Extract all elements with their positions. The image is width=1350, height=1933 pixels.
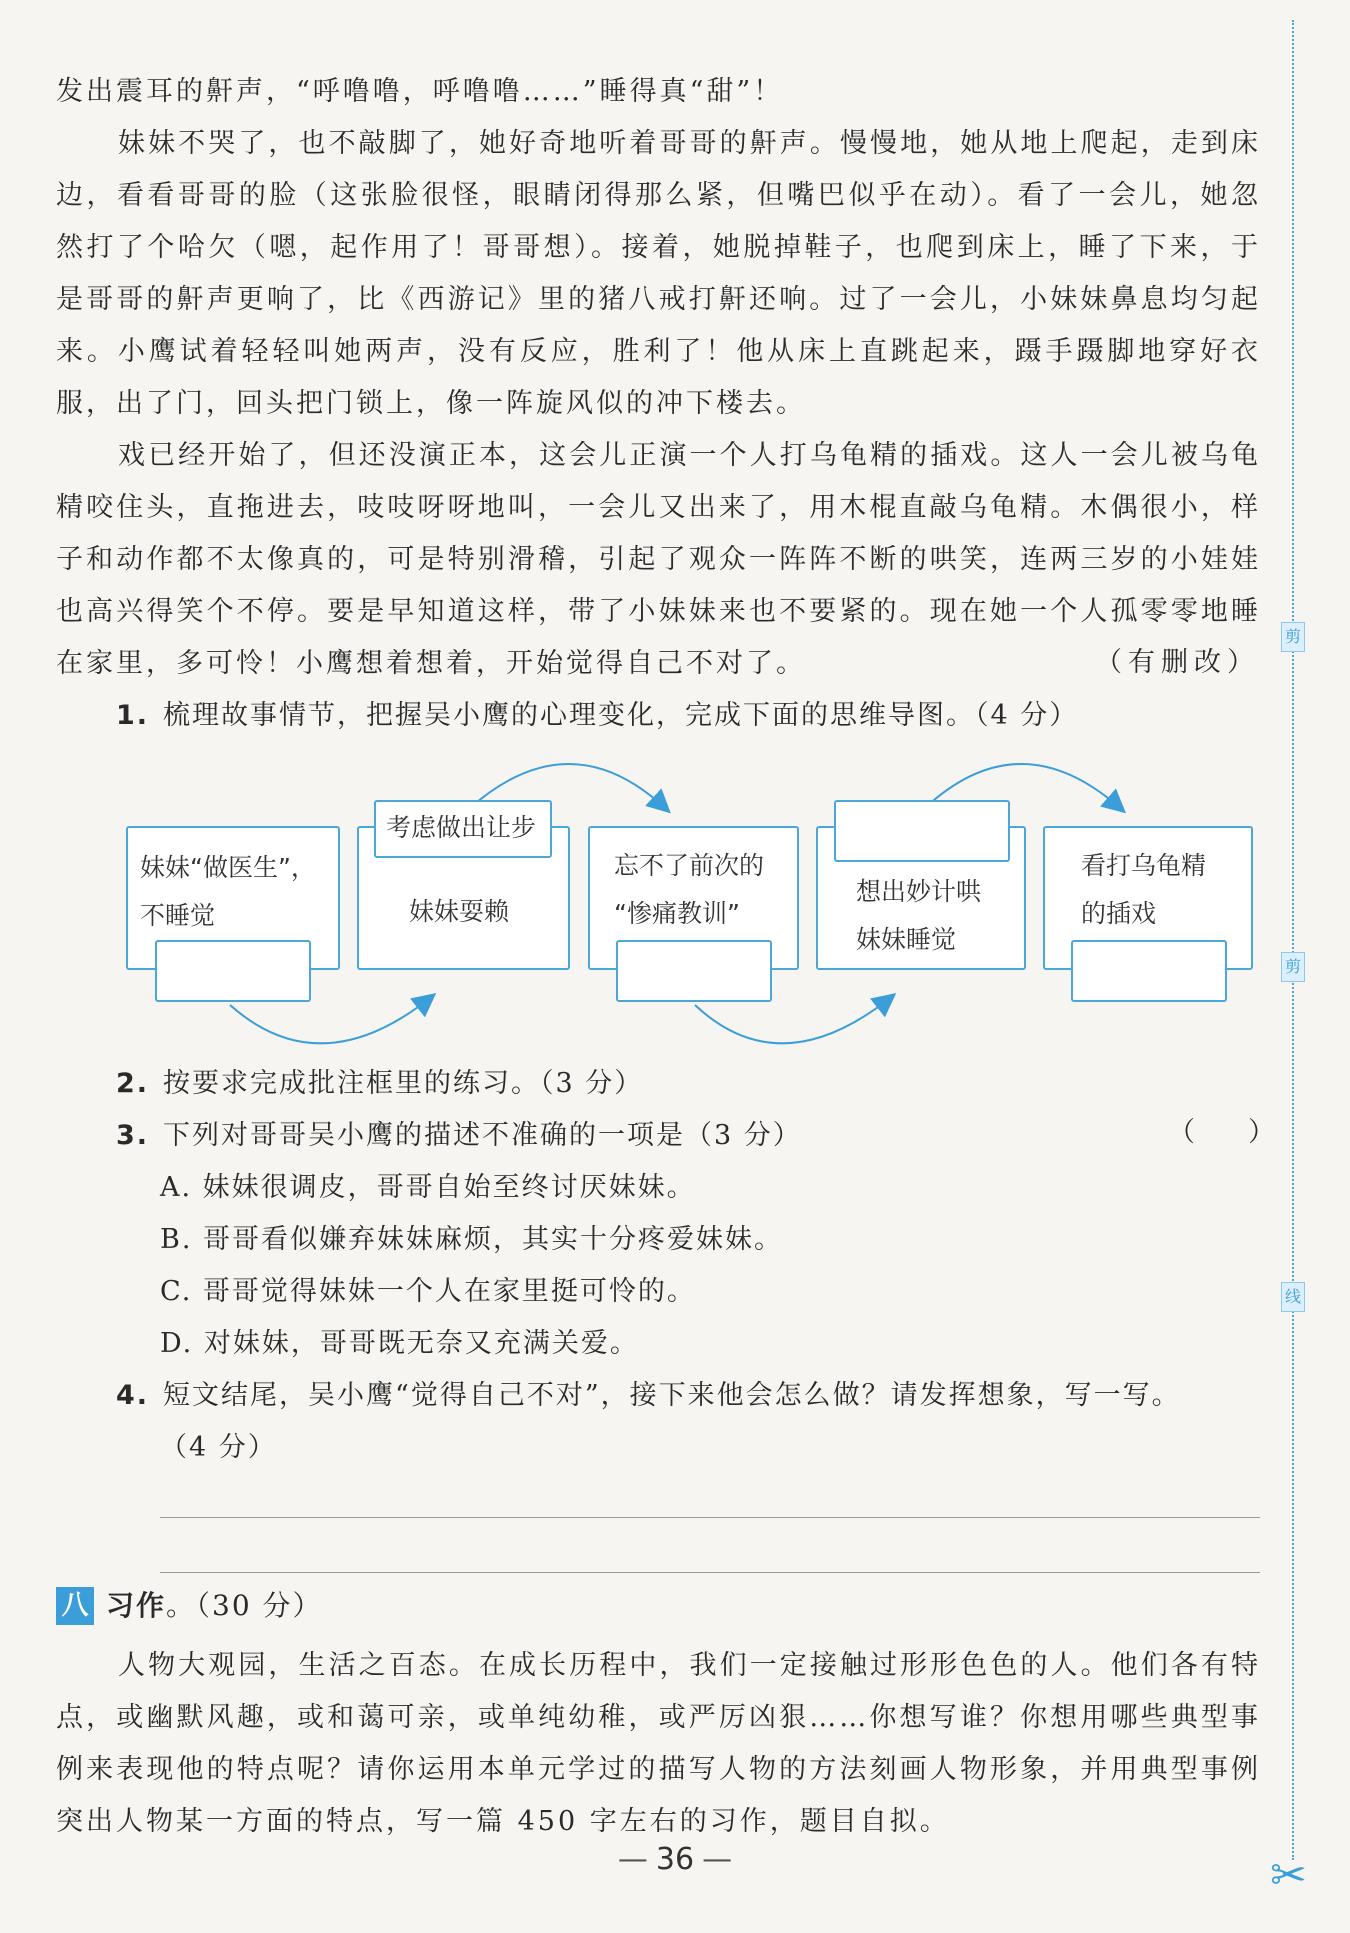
mindmap-box-3-line2: “惨痛教训” xyxy=(614,899,740,928)
question-1-text: 梳理故事情节，把握吴小鹰的心理变化，完成下面的思维导图。（4 分） xyxy=(163,700,1079,731)
question-3-number: 3. xyxy=(116,1120,150,1151)
mindmap-box-3-line1: 忘不了前次的 xyxy=(614,851,765,880)
passage-paragraph-2: 妹妹不哭了，也不敲脚了，她好奇地听着哥哥的鼾声。慢慢地，她从地上爬起，走到床边，看看哥哥的脸（这张脸很怪，眼睛闭得那么紧，但嘴巴似乎在动）。看了一会儿，她忽然打了个哈欠（嗯，起作用了！哥哥想）。接着，她脱掉鞋子，也爬到床上，睡了下来，于是哥哥的鼾声更响了，比《西游记》里的猪八戒打鼾还响。过了一会儿，小妹妹鼻息均匀起来。小鹰试着轻轻叫她两声，没有反应，胜利了！他从床上直跳起来，蹑手蹑脚地穿好衣服，出了门，回头把门锁上，像一阵旋风似的冲下楼去。 xyxy=(56,128,1261,419)
option-a[interactable]: A. 妹妹很调皮，哥哥自始至终讨厌妹妹。 xyxy=(160,1172,696,1203)
mindmap-box-2-top xyxy=(374,800,552,858)
arrow-1-2 xyxy=(230,998,430,1043)
question-1-number: 1. xyxy=(116,700,150,731)
mindmap-box-1-line2: 不睡觉 xyxy=(140,901,216,930)
answer-paren-close: ） xyxy=(1248,1117,1275,1148)
passage-paragraph-1: 发出震耳的鼾声，“呼噜噜，呼噜噜……”睡得真“甜”！ xyxy=(56,76,784,107)
page-number-dash-right: — xyxy=(702,1842,733,1877)
question-4-score: （4 分） xyxy=(160,1432,277,1463)
cut-tag-1: 剪 xyxy=(1281,622,1305,652)
option-b[interactable]: B. 哥哥看似嫌弃妹妹麻烦，其实十分疼爱妹妹。 xyxy=(160,1224,784,1255)
arrow-3-4 xyxy=(695,998,890,1043)
passage-paragraph-3: 戏已经开始了，但还没演正本，这会儿正演一个人打乌龟精的插戏。这人一会儿被乌龟精咬住头，直拖进去，吱吱呀呀地叫，一会儿又出来了，用木棍直敲乌龟精。木偶很小，样子和动作都不太像真的，可是特别滑稽，引起了观众一阵阵不断的哄笑，连两三岁的小娃娃也高兴得笑个不停。要是早知道这样，带了小妹妹来也不要紧的。现在她一个人孤零零地睡在家里，多可怜！小鹰想着想着，开始觉得自己不对了。 xyxy=(56,440,1261,679)
cut-tag-3: 线 xyxy=(1281,1282,1305,1312)
question-2-text: 按要求完成批注框里的练习。（3 分） xyxy=(163,1068,644,1099)
scissors-icon: ✂ xyxy=(1270,1850,1307,1901)
mindmap-box-2-text: 妹妹耍赖 xyxy=(409,897,510,926)
question-3-text: 下列对哥哥吴小鹰的描述不准确的一项是（3 分） xyxy=(163,1120,802,1151)
question-1 xyxy=(116,690,1256,742)
option-d[interactable]: D. 对妹妹，哥哥既无奈又充满关爱。 xyxy=(160,1328,639,1359)
mindmap-box-5-line1: 看打乌龟精 xyxy=(1081,851,1207,880)
cut-line xyxy=(1292,20,1294,1860)
mindmap-blank-1[interactable] xyxy=(155,940,311,1002)
question-4 xyxy=(116,1370,1256,1422)
question-2-number: 2. xyxy=(116,1068,150,1099)
section-8-title-text: 习作 xyxy=(106,1589,167,1622)
cut-tag-2: 剪 xyxy=(1281,952,1305,982)
question-2 xyxy=(116,1058,1256,1110)
mindmap-box-5-line2: 的插戏 xyxy=(1081,899,1157,928)
question-4-text: 短文结尾，吴小鹰“觉得自己不对”，接下来他会怎么做？请发挥想象，写一写。 xyxy=(163,1380,1181,1411)
question-3 xyxy=(116,1110,1256,1162)
answer-paren-open[interactable]: （ xyxy=(1168,1117,1195,1148)
page-number-value: 36 xyxy=(655,1842,695,1877)
section-8-score: 。（30 分） xyxy=(166,1589,323,1622)
answer-line-2[interactable] xyxy=(160,1572,1260,1573)
question-4-number: 4. xyxy=(116,1380,150,1411)
section-8-mark: 八 xyxy=(56,1587,94,1625)
section-8-title xyxy=(106,1580,323,1632)
mindmap-box-4-line1: 想出妙计哄 xyxy=(856,877,982,906)
source-note: （有删改） xyxy=(1095,647,1260,678)
page-number xyxy=(0,1842,1350,1877)
mindmap-blank-5[interactable] xyxy=(1071,940,1227,1002)
mindmap-box-4-line2: 妹妹睡觉 xyxy=(856,925,957,954)
answer-line-1[interactable] xyxy=(160,1517,1260,1518)
mindmap-box-1-line1: 妹妹“做医生”， xyxy=(140,853,316,882)
mindmap-blank-3[interactable] xyxy=(616,940,772,1002)
option-c[interactable]: C. 哥哥觉得妹妹一个人在家里挺可怜的。 xyxy=(160,1276,696,1307)
mindmap-box-2-top-text: 考虑做出让步 xyxy=(386,813,537,842)
section-8-prompt: 人物大观园，生活之百态。在成长历程中，我们一定接触过形形色色的人。他们各有特点，或幽默风趣，或和蔼可亲，或单纯幼稚，或严厉凶狠……你想写谁？你想用哪些典型事例来表现他的特点呢？请你运用本单元学过的描写人物的方法刻画人物形象，并用典型事例突出人物某一方面的特点，写一篇 450 字左右的习作，题目自拟。 xyxy=(56,1650,1261,1837)
mindmap-blank-4[interactable] xyxy=(834,800,1010,862)
page-number-dash-left: — xyxy=(617,1842,648,1877)
